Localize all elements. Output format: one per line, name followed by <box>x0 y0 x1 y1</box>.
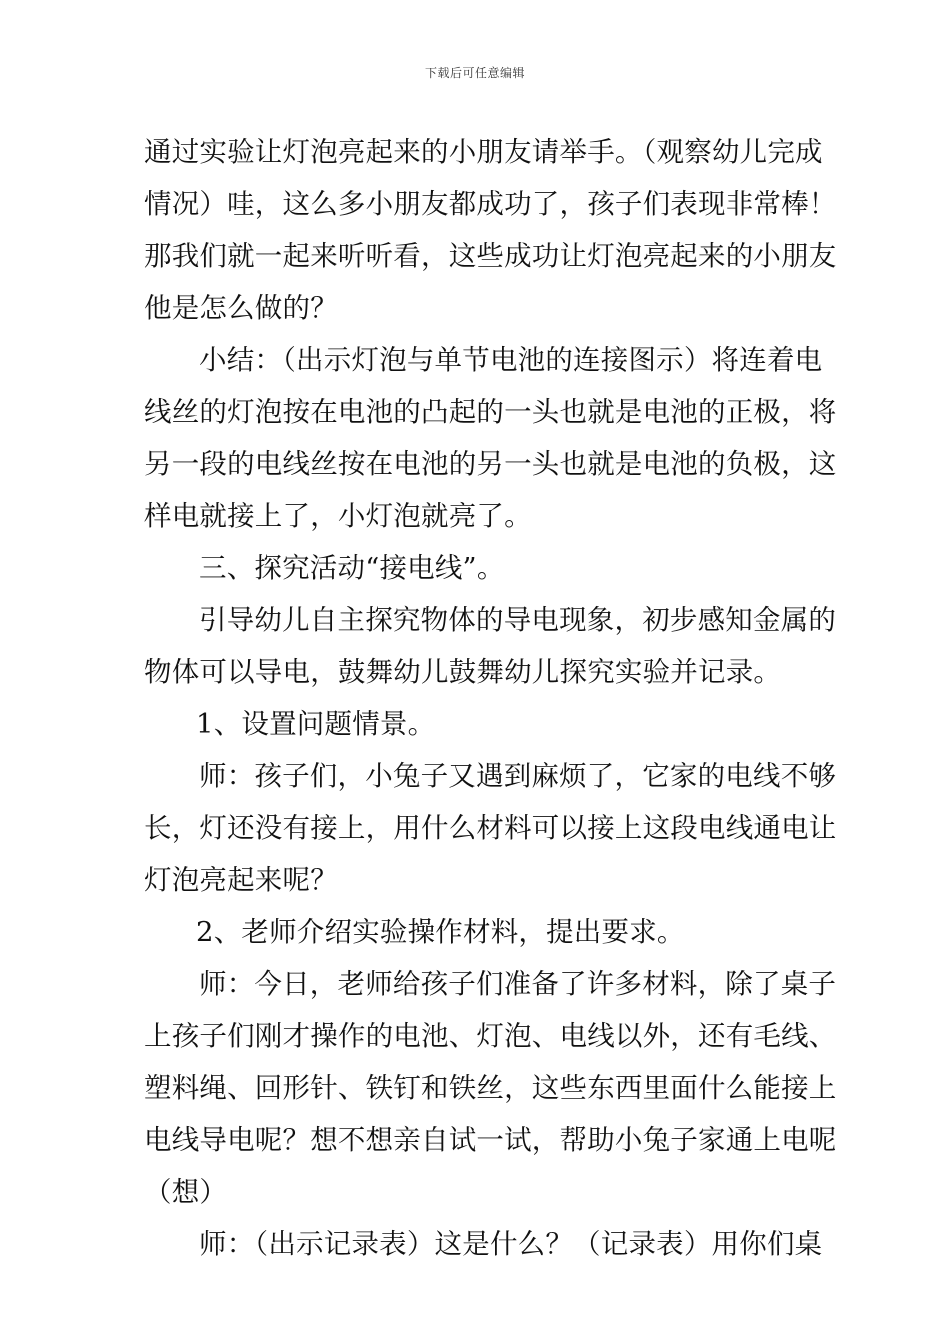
text-line: 通过实验让灯泡亮起来的小朋友请举手。（观察幼儿完成 <box>144 136 823 168</box>
body-text <box>144 126 837 1270</box>
text-line: 灯泡亮起来呢？ <box>144 864 338 896</box>
text-line: （想） <box>144 1176 228 1208</box>
paragraph-start: 小结：（出示灯泡与单节电池的连接图示）将连着电 <box>199 344 823 376</box>
text-line: 情况）哇，这么多小朋友都成功了，孩子们表现非常棒！ <box>144 188 837 220</box>
numbered-item: 2、老师介绍实验操作材料，提出要求。 <box>196 916 685 948</box>
text-line: 样电就接上了，小灯泡就亮了。 <box>144 500 532 532</box>
text-line: 塑料绳、回形针、铁钉和铁丝，这些东西里面什么能接上 <box>144 1072 837 1104</box>
paragraph-start: 师：孩子们，小兔子又遇到麻烦了，它家的电线不够 <box>199 760 837 792</box>
text-line: 线丝的灯泡按在电池的凸起的一头也就是电池的正极，将 <box>144 396 837 428</box>
numbered-item: 1、设置问题情景。 <box>196 708 436 740</box>
paragraph-start: 师：今日，老师给孩子们准备了许多材料，除了桌子 <box>199 968 837 1000</box>
section-heading: 三、探究活动“接电线”。 <box>199 552 505 584</box>
text-line: 他是怎么做的？ <box>144 292 338 324</box>
page-header: 下载后可任意编辑 <box>424 66 525 80</box>
text-line: 那我们就一起来听听看，这些成功让灯泡亮起来的小朋友 <box>144 240 837 272</box>
paragraph-start: 师：（出示记录表）这是什么？（记录表）用你们桌 <box>199 1228 823 1260</box>
text-line: 上孩子们刚才操作的电池、灯泡、电线以外，还有毛线、 <box>144 1020 837 1052</box>
text-line: 物体可以导电，鼓舞幼儿鼓舞幼儿探究实验并记录。 <box>144 656 782 688</box>
paragraph-start: 引导幼儿自主探究物体的导电现象，初步感知金属的 <box>199 604 837 636</box>
text-line: 另一段的电线丝按在电池的另一头也就是电池的负极，这 <box>144 448 837 480</box>
text-line: 电线导电呢？想不想亲自试一试，帮助小兔子家通上电呢 <box>144 1124 837 1156</box>
text-line: 长，灯还没有接上，用什么材料可以接上这段电线通电让 <box>144 812 837 844</box>
